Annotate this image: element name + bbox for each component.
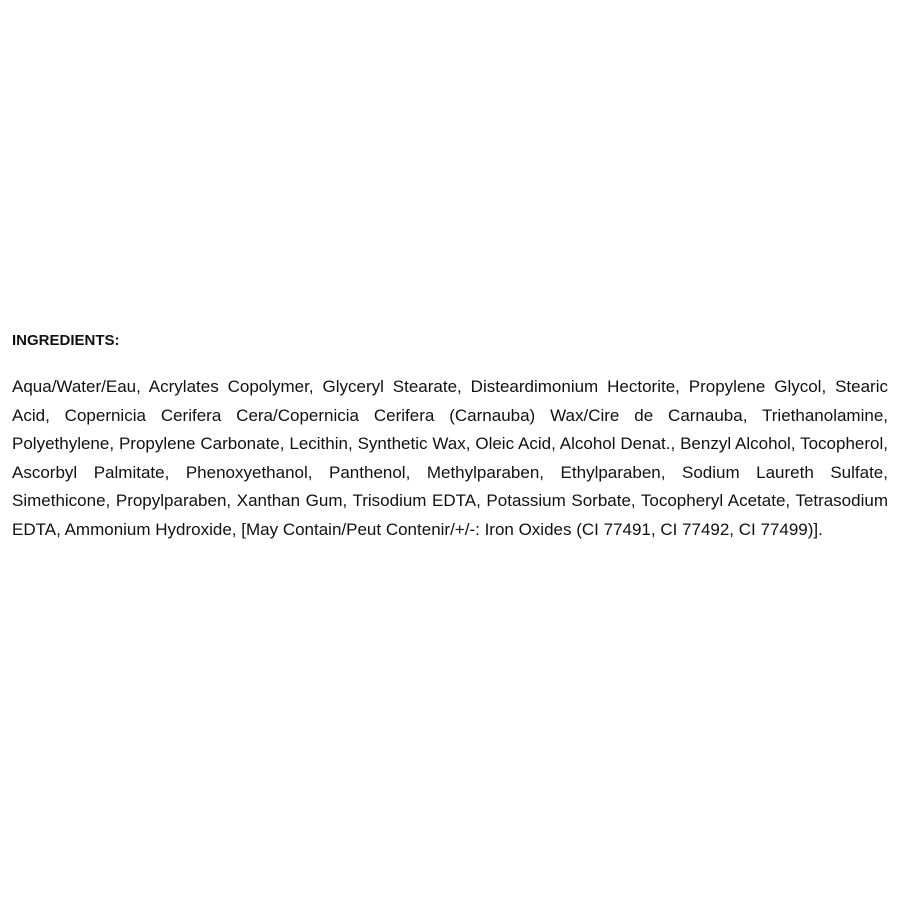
- ingredients-list: Aqua/Water/Eau, Acrylates Copolymer, Glyceryl Stearate, Disteardimonium Hectorite, Propylene Glycol, Stearic Acid, Copernicia Cerifera Cera/Copernicia Cerifera (Carnauba) Wax/Cire de Carnauba, Triethanolamine, Polyethylene, Propylene Carbonate, Lecithin, Synthetic Wax, Oleic Acid, Alcohol Denat., Benzyl Alcohol, Tocopherol, Ascorbyl Palmitate, Phenoxyethanol, Panthenol, Methylparaben, Ethylparaben, Sodium Laureth Sulfate, Simethicone, Propylparaben, Xanthan Gum, Trisodium EDTA, Potassium Sorbate, Tocopheryl Acetate, Tetrasodium EDTA, Ammonium Hydroxide, [May Contain/Peut Contenir/+/-: Iron Oxides (CI 77491, CI 77492, CI 77499)].: [12, 377, 888, 539]
- ingredients-section: [12, 331, 888, 544]
- ingredients-heading: INGREDIENTS:: [12, 332, 120, 349]
